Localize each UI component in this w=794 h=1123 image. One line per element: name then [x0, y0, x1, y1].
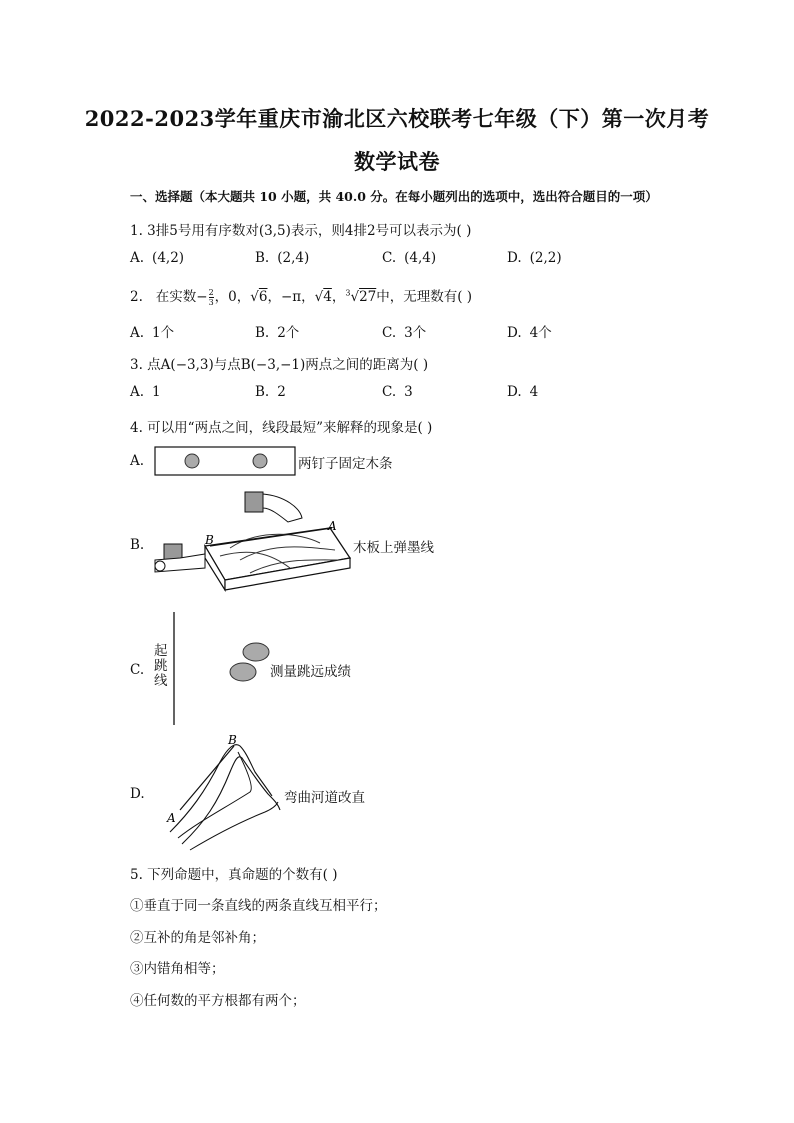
q1-option-b: B. (2,4) — [255, 250, 310, 266]
footprint-2 — [230, 663, 256, 681]
fraction-two-thirds: $\frac{2}{3}$ — [208, 288, 214, 307]
straightened-channel — [180, 746, 234, 810]
q2-option-a: A. 1个 — [130, 325, 175, 341]
river-point-b: B — [228, 733, 237, 747]
river-point-a: A — [167, 811, 176, 825]
wooden-strip — [155, 447, 295, 475]
question-1-stem: 1. 3排5号用有序数对(3,5)表示，则4排2号可以表示为( ) — [130, 223, 472, 239]
q5-statement-2: ②互补的角是邻补角； — [130, 930, 265, 946]
section-heading: 一、选择题（本大题共 10 小题，共 40.0 分。在每小题列出的选项中，选出符合题目的一项） — [130, 189, 658, 204]
q4-option-c-label: C. — [130, 662, 145, 678]
q4-option-c-caption: 测量跳远成绩 — [270, 664, 351, 680]
question-3-stem: 3. 点A(−3,3)与点B(−3,−1)两点之间的距离为( ) — [130, 357, 429, 373]
q2-option-b: B. 2个 — [255, 325, 300, 341]
q1-option-d: D. (2,2) — [507, 250, 562, 266]
q3-option-b: B. 2 — [255, 384, 286, 400]
point-a-label: A — [328, 519, 337, 533]
q2-option-c: C. 3个 — [382, 325, 427, 341]
nail-1-icon — [185, 454, 199, 468]
q4-option-a-caption: 两钉子固定木条 — [298, 456, 393, 472]
q5-statement-4: ④任何数的平方根都有两个； — [130, 993, 306, 1009]
q3-option-c: C. 3 — [382, 384, 413, 400]
q4-option-a-label: A. — [130, 453, 145, 469]
q1-option-a: A. (4,2) — [130, 250, 185, 266]
q5-statement-3: ③内错角相等； — [130, 961, 225, 977]
q4-option-d-label: D. — [130, 786, 145, 802]
footprint-1 — [243, 643, 269, 661]
q5-statement-1: ①垂直于同一条直线的两条直线互相平行； — [130, 898, 387, 914]
exam-title-line-2: 数学试卷 — [354, 149, 440, 174]
ink-line-board-figure — [150, 488, 360, 593]
q3-option-d: D. 4 — [507, 384, 539, 400]
jump-line-label: 起 跳 线 — [154, 643, 168, 689]
q4-option-b-caption: 木板上弹墨线 — [353, 540, 434, 556]
q2-option-d: D. 4个 — [507, 325, 552, 341]
q4-option-b-label: B. — [130, 537, 145, 553]
nailed-board-figure — [150, 444, 300, 478]
nail-2-icon — [253, 454, 267, 468]
q3-option-a: A. 1 — [130, 384, 161, 400]
question-2-stem: 2. 在实数− $\frac{2}{3}$ ，0，√6，−π，√4，$^3$√27中，无理数有( ) — [130, 288, 473, 307]
q4-option-d-caption: 弯曲河道改直 — [284, 790, 365, 806]
river-figure — [150, 732, 285, 852]
exam-title-line-1: 2022-2023学年重庆市渝北区六校联考七年级（下）第一次月考 — [84, 106, 710, 131]
question-4-stem: 4. 可以用“两点之间，线段最短”来解释的现象是( ) — [130, 420, 433, 436]
question-5-stem: 5. 下列命题中，真命题的个数有( ) — [130, 867, 338, 883]
q1-option-c: C. (4,4) — [382, 250, 437, 266]
point-b-label: B — [205, 533, 214, 547]
long-jump-figure — [168, 610, 278, 730]
